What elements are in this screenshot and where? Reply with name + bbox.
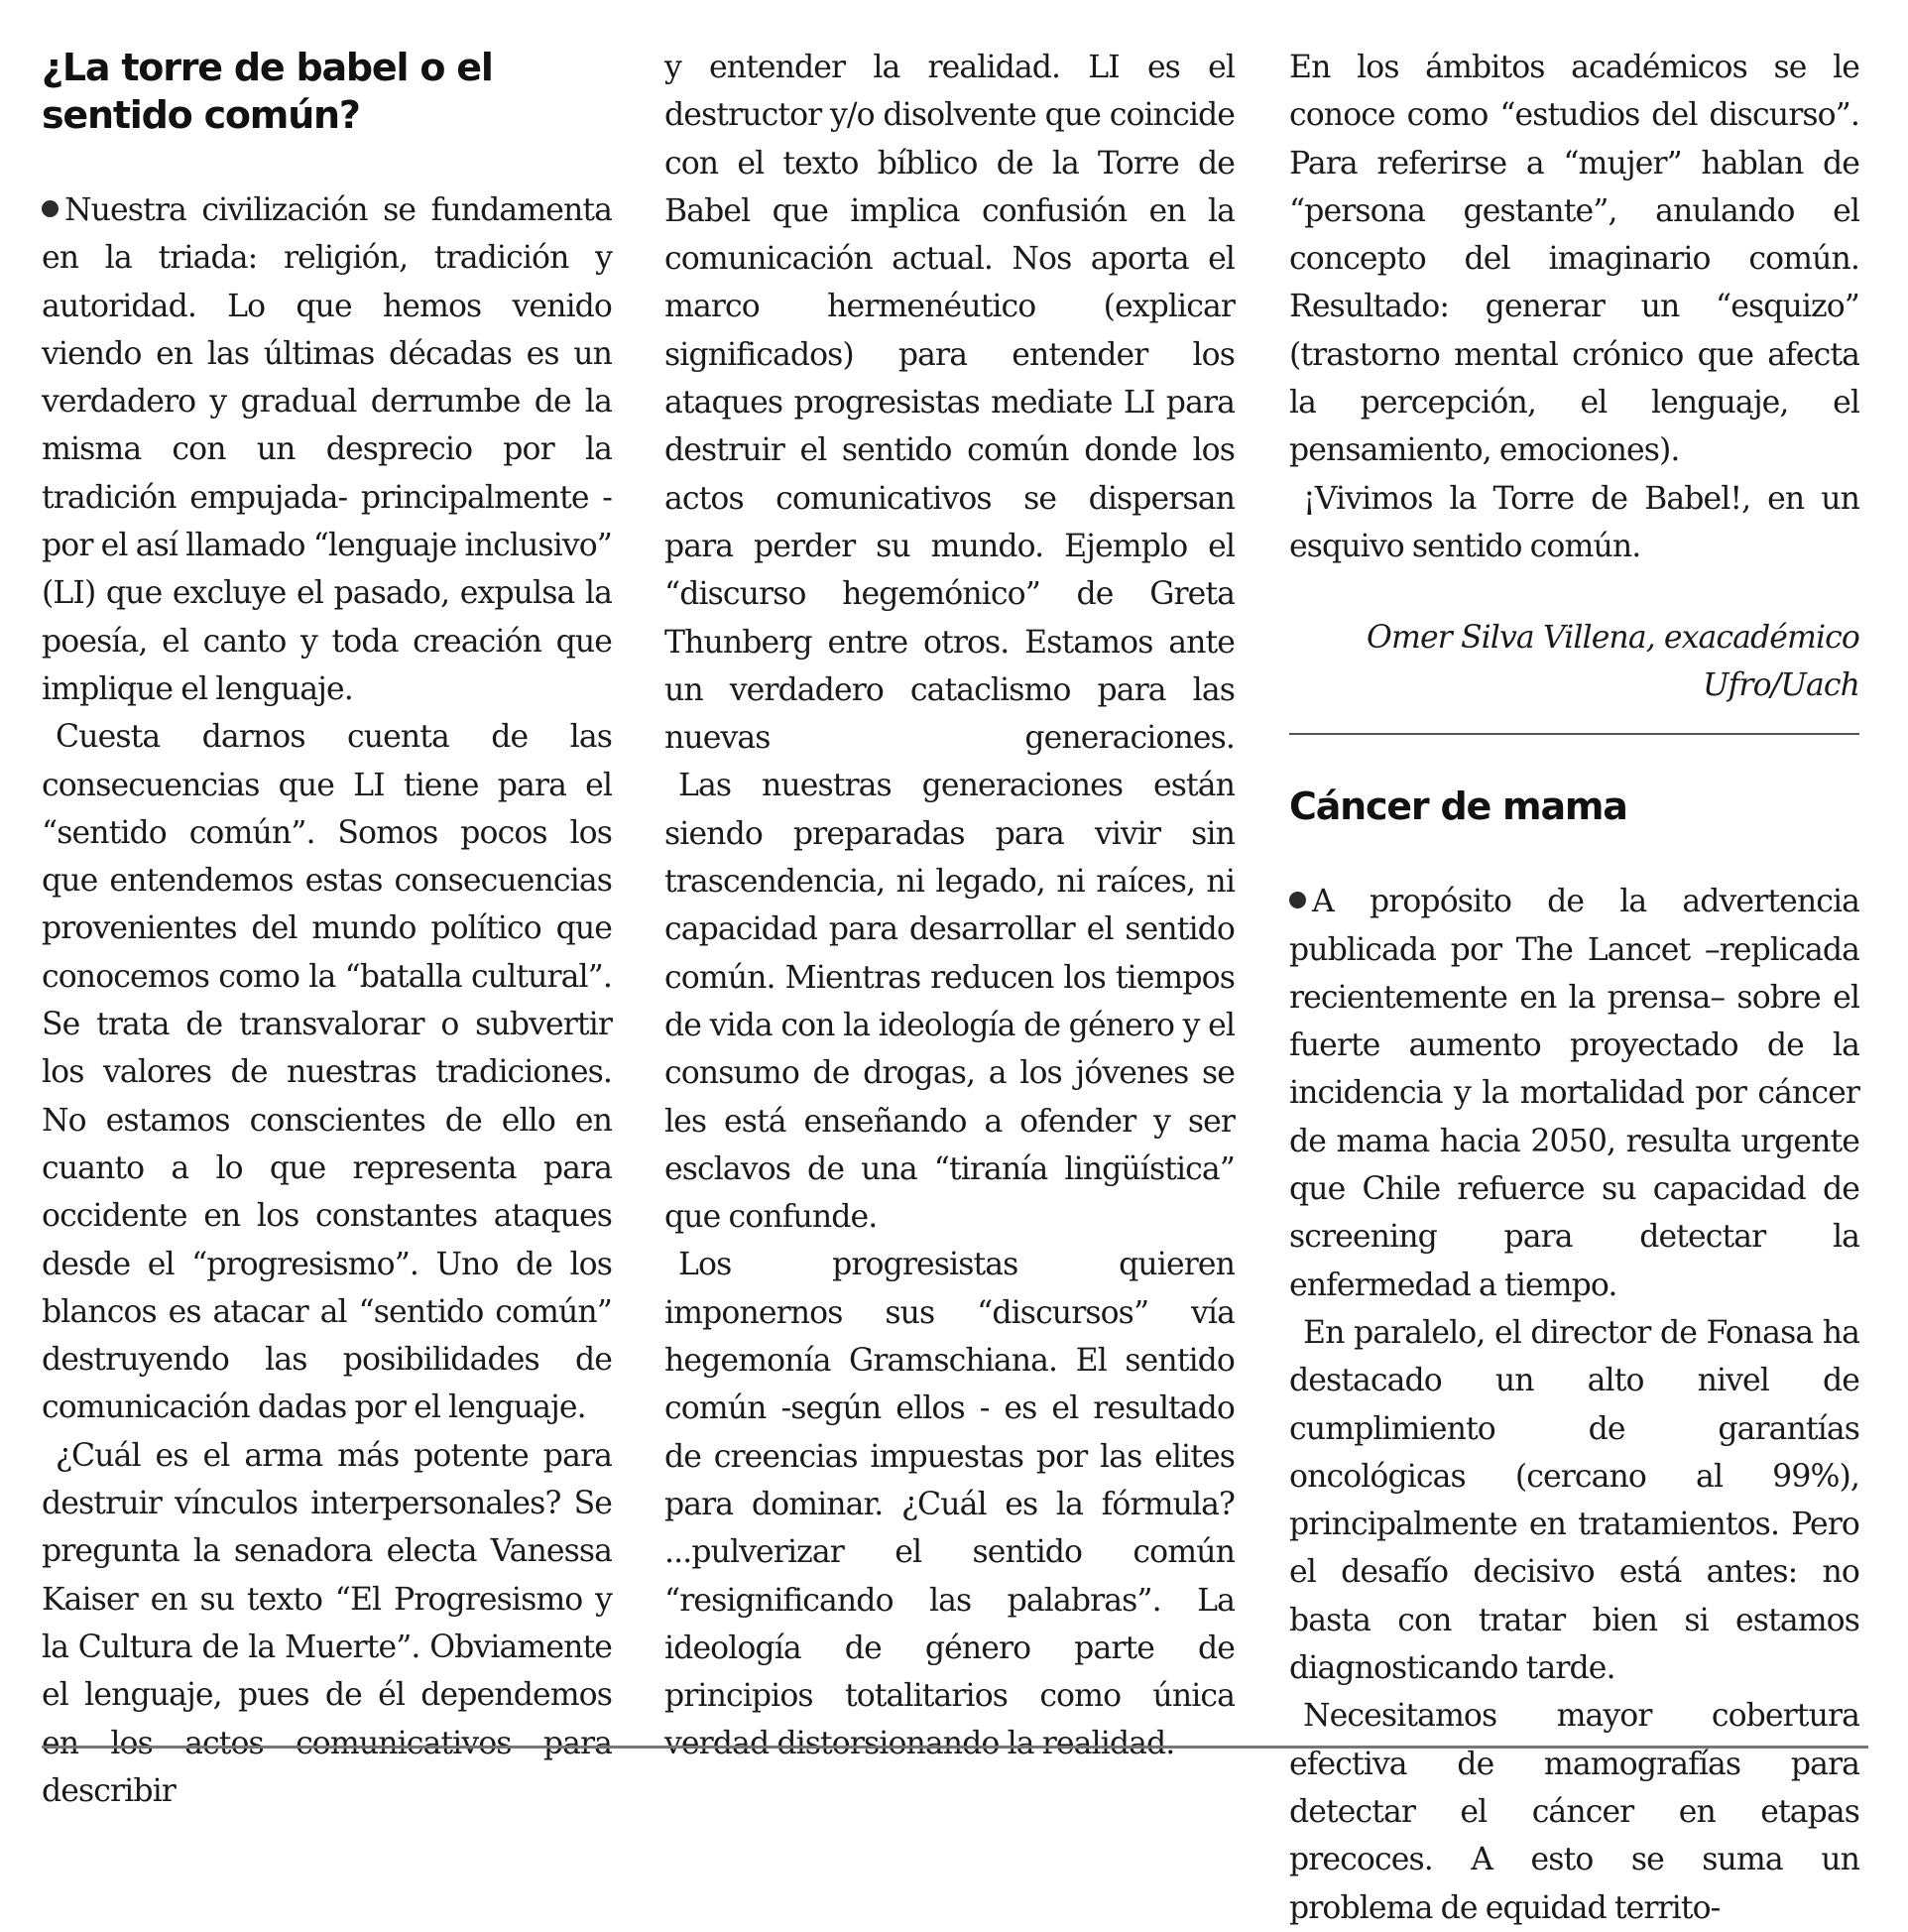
article-1-paragraph-5: Los progresistas quieren imponernos sus “discursos” vía hegemonía Gramschiana. El sentido común -según ellos - es el resultado de creencias impuestas por las elites para dominar. ¿Cuál es la fórmula? ...pulverizar el sentido común “resignificando las palabras”. La ideología de género parte de principios totalitarios como única verdad distorsionando la realidad. [664, 1247, 1235, 1762]
article-1-paragraph-3b: y entender la realidad. LI es el destructor y/o disolvente que coincide con el texto bíblico de la Torre de Babel que implica confusión en la comunicación actual. Nos aporta el marco hermenéutico (explicar significados) para entender los ataques progresistas mediate LI para destruir el sentido común donde los actos comunicativos se dispersan para perder su mundo. Ejemplo el “discurso hegemónico” de Greta Thunberg entre otros. Estamos ante un verdadero cataclismo para las nuevas generaciones. [664, 50, 1235, 757]
section-divider [1289, 733, 1859, 735]
article-2-paragraph-2: En paralelo, el director de Fonasa ha destacado un alto nivel de cumplimiento de garantías oncológicas (cercano al 99%), principalmente en tratamientos. Pero el desafío decisivo está antes: no basta con tratar bien si estamos diagnosticando tarde. [1289, 1314, 1859, 1687]
article-1-paragraph-2: Cuesta darnos cuenta de las consecuencias que LI tiene para el “sentido común”. Somos pocos los que entendemos estas consecuencias provenientes del mundo político que conocemos como la “batalla cultural”. Se trata de transvalorar o subvertir los valores de nuestras tradiciones. No estamos conscientes de ello en cuanto a lo que representa para occidente en los constantes ataques desde el “progresismo”. Uno de los blancos es atacar al “sentido común” destruyendo las posibilidades de comunicación dadas por el lenguaje. [42, 719, 612, 1426]
article-2-title: Cáncer de mama [1289, 785, 1627, 829]
article-1-signature [1289, 614, 1859, 709]
article-1-paragraph-3a: ¿Cuál es el arma más potente para destruir vínculos interpersonales? Se pregunta la senadora electa Vanessa Kaiser en su texto “El Progresismo y la Cultura de la Muerte”. Obviamente el lenguaje, pues de él dependemos en los actos comunicativos para describir [42, 1437, 612, 1809]
bullet-icon [1289, 892, 1306, 908]
article-1-paragraph-4: Las nuestras generaciones están siendo preparadas para vivir sin trascendencia, ni legado, ni raíces, ni capacidad para desarrollar el sentido común. Mientras reducen los tiempos de vida con la ideología de género y el consumo de drogas, a los jóvenes se les está enseñando a ofender y ser esclavos de una “tiranía lingüística” que confunde. [664, 768, 1235, 1236]
article-1-paragraph-6: En los ámbitos académicos se le conoce como “estudios del discurso”. Para referirse a “mujer” hablan de “persona gestante”, anulando el concepto del imaginario común. Resultado: generar un “esquizo” (trastorno mental crónico que afecta la percepción, el lenguaje, el pensamiento, emociones). [1289, 50, 1859, 469]
bullet-icon [42, 200, 59, 217]
signature-name: Omer Silva Villena, exacadémico [1367, 620, 1859, 657]
article-1-paragraph-7: ¡Vivimos la Torre de Babel!, en un esquivo sentido común. [1289, 480, 1859, 564]
column-1 [42, 44, 612, 1815]
column-2 [664, 44, 1235, 1768]
article-1-title: ¿La torre de babel o el sentido común? [42, 46, 493, 137]
signature-affiliation: Ufro/Uach [1703, 667, 1859, 704]
article-2 [1289, 783, 1859, 1932]
column-3 [1289, 44, 1859, 1932]
bottom-rule [42, 1746, 1868, 1749]
article-2-paragraph-1: A propósito de la advertencia publicada por The Lancet –replicada recientemente en la prensa– sobre el fuerte aumento proyectado de la incidencia y la mortalidad por cáncer de mama hacia 2050, resulta urgente que Chile refuerce su capacidad de screening para detectar la enfermedad a tiempo. [1289, 884, 1859, 1303]
article-1-paragraph-1: Nuestra civilización se fundamenta en la triada: religión, tradición y autoridad. Lo que hemos venido viendo en las últimas décadas es un verdadero y gradual derrumbe de la misma con un desprecio por la tradición empujada- principalmente - por el así llamado “lenguaje inclusivo” (LI) que excluye el pasado, expulsa la poesía, el canto y toda creación que implique el lenguaje. [42, 192, 612, 707]
article-2-paragraph-3: Necesitamos mayor cobertura efectiva de mamografías para detectar el cáncer en etapas precoces. A esto se suma un problema de equidad territo- [1289, 1698, 1859, 1926]
